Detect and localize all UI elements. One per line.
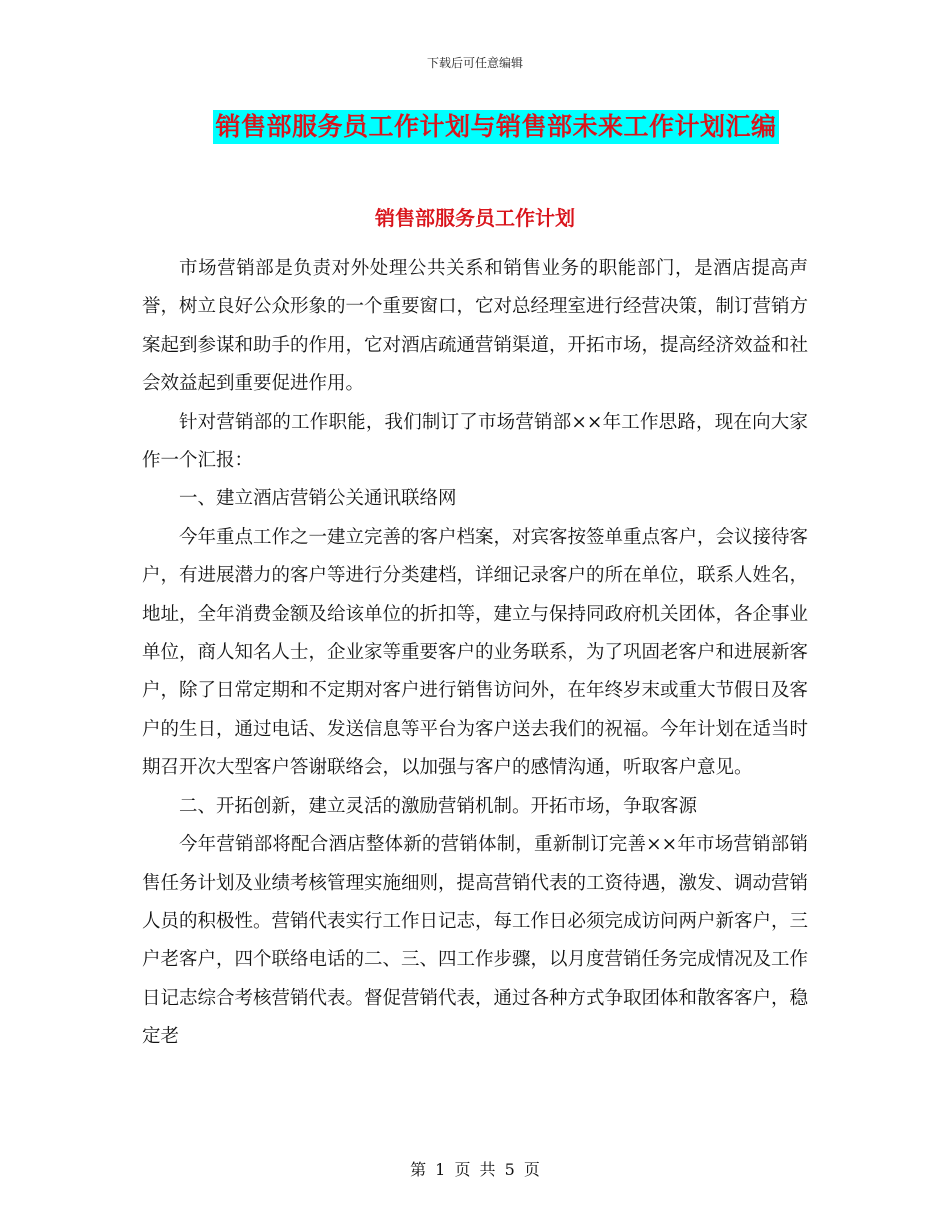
document-body	[142, 250, 808, 1057]
document-title-container	[0, 110, 950, 144]
paragraph: 市场营销部是负责对外处理公共关系和销售业务的职能部门，是酒店提高声誉，树立良好公众形象的一个重要窗口，它对总经理室进行经营决策，制订营销方案起到参谋和助手的作用，它对酒店疏通营销渠道，开拓市场，提高经济效益和社会效益起到重要促进作用。	[142, 258, 809, 395]
document-title: 销售部服务员工作计划与销售部未来工作计划汇编	[213, 110, 778, 144]
paragraph: 今年重点工作之一建立完善的客户档案，对宾客按签单重点客户，会议接待客户，有进展潜力的客户等进行分类建档，详细记录客户的所在单位，联系人姓名，地址，全年消费金额及给该单位的折扣等，建立与保持同政府机关团体，各企事业单位，商人知名人士，企业家等重要客户的业务联系，为了巩固老客户和进展新客户，除了日常定期和不定期对客户进行销售访问外，在年终岁末或重大节假日及客户的生日，通过电话、发送信息等平台为客户送去我们的祝福。今年计划在适当时期召开次大型客户答谢联络会，以加强与客户的感情沟通，听取客户意见。	[142, 526, 809, 779]
page-header-note: 下载后可任意编辑	[426, 56, 523, 70]
section-title: 销售部服务员工作计划	[375, 206, 575, 230]
section-heading-2: 二、开拓创新，建立灵活的激励营销机制。开拓市场，争取客源	[179, 795, 698, 817]
paragraph: 今年营销部将配合酒店整体新的营销体制，重新制订完善××年市场营销部销售任务计划及业绩考核管理实施细则，提高营销代表的工资待遇，激发、调动营销人员的积极性。营销代表实行工作日记志，每工作日必须完成访问两户新客户，三户老客户，四个联络电话的二、三、四工作步骤，以月度营销任务完成情况及工作日记志综合考核营销代表。督促营销代表，通过各种方式争取团体和散客客户，稳定老	[142, 834, 809, 1048]
page-number-footer: 第 1 页 共 5 页	[410, 1160, 540, 1179]
paragraph: 针对营销部的工作职能，我们制订了市场营销部××年工作思路，现在向大家作一个汇报：	[142, 411, 808, 472]
section-heading-1: 一、建立酒店营销公关通讯联络网	[179, 488, 457, 510]
